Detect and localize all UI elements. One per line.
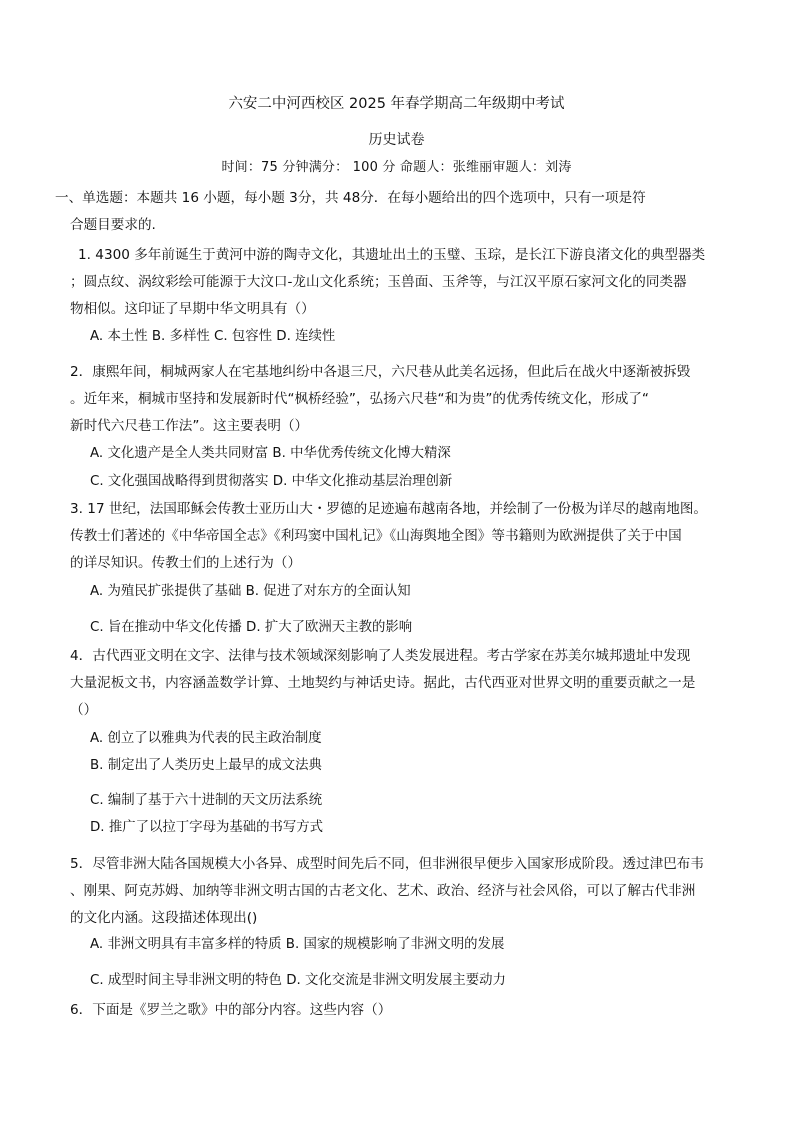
section-instructions-line2: 合题目要求的. bbox=[70, 217, 156, 233]
q1-options: A. 本土性 B. 多样性 C. 包容性 D. 连续性 bbox=[90, 329, 336, 344]
q4-line2: 大量泥板文书，内容涵盖数学计算、土地契约与神话史诗。据此，古代西亚对世界文明的重要贡献之一是 bbox=[70, 675, 696, 691]
exam-subject: 历史试卷 bbox=[368, 132, 425, 148]
q3-line3: 的详尽知识。传教士们的上述行为（） bbox=[70, 555, 302, 571]
q5-line1: 5．尽管非洲大陆各国规模大小各异、成型时间先后不同，但非洲很早便步入国家形成阶段。透过津巴布韦 bbox=[70, 856, 704, 872]
q2-options-row1: A. 文化遗产是全人类共同财富 B. 中华优秀传统文化博大精深 bbox=[90, 446, 451, 461]
q6-line1: 6．下面是《罗兰之歌》中的部分内容。这些内容（） bbox=[70, 1002, 392, 1018]
q3-options-row2: C. 旨在推动中华文化传播 D. 扩大了欧洲天主教的影响 bbox=[90, 620, 413, 635]
section-instructions-line1: 一、单选题：本题共 16 小题，每小题 3分，共 48分．在每小题给出的四个选项中，只有一项是符 bbox=[55, 190, 646, 206]
exam-title: 六安二中河西校区 2025 年春学期高二年级期中考试 bbox=[228, 96, 565, 112]
q1-line3: 物相似。这印证了早期中华文明具有（） bbox=[70, 301, 315, 317]
q1-line2: ；圆点纹、涡纹彩绘可能源于大汶口-龙山文化系统；玉兽面、玉斧等，与江汉平原石家河文化的同类器 bbox=[70, 274, 687, 290]
q5-options-row2: C. 成型时间主导非洲文明的特色 D. 文化交流是非洲文明发展主要动力 bbox=[90, 973, 506, 988]
q5-line2: 、刚果、阿克苏姆、加纳等非洲文明古国的古老文化、艺术、政治、经济与社会风俗，可以了解古代非洲 bbox=[70, 883, 696, 899]
q5-options-row1: A. 非洲文明具有丰富多样的特质 B. 国家的规模影响了非洲文明的发展 bbox=[90, 937, 505, 952]
exam-meta: 时间：75 分钟满分： 100 分 命题人：张维丽审题人：刘涛 bbox=[221, 160, 572, 175]
q4-line1: 4．古代西亚文明在文字、法律与技术领域深刻影响了人类发展进程。考古学家在苏美尔城邦遗址中发现 bbox=[70, 648, 691, 664]
q4-line3: （） bbox=[70, 702, 98, 718]
q2-line3: 新时代六尺巷工作法”。这主要表明（） bbox=[70, 418, 309, 434]
q1-line1: 1. 4300 多年前诞生于黄河中游的陶寺文化，其遗址出土的玉璧、玉琮，是长江下游良渚文化的典型器类 bbox=[78, 247, 706, 263]
q4-option-a: A. 创立了以雅典为代表的民主政治制度 bbox=[90, 731, 322, 746]
q5-line3: 的文化内涵。这段描述体现出() bbox=[70, 910, 258, 926]
q2-line1: 2．康熙年间，桐城两家人在宅基地纠纷中各退三尺，六尺巷从此美名远扬，但此后在战火中逐渐被拆毁 bbox=[70, 364, 691, 380]
q2-line2: 。近年来，桐城市坚持和发展新时代“枫桥经验”，弘扬六尺巷“和为贵”的优秀传统文化，形成了“ bbox=[70, 391, 649, 407]
q4-option-b: B. 制定出了人类历史上最早的成文法典 bbox=[90, 758, 322, 773]
q3-line1: 3. 17 世纪，法国耶稣会传教士亚历山大・罗德的足迹遍布越南各地，并绘制了一份极为详尽的越南地图。 bbox=[70, 501, 708, 517]
q2-options-row2: C. 文化强国战略得到贯彻落实 D. 中华文化推动基层治理创新 bbox=[90, 474, 453, 489]
q4-option-c: C. 编制了基于六十进制的天文历法系统 bbox=[90, 793, 323, 808]
q3-options-row1: A. 为殖民扩张提供了基础 B. 促进了对东方的全面认知 bbox=[90, 584, 411, 599]
q3-line2: 传教士们著述的《中华帝国全志》《利玛窦中国札记》《山海舆地全图》等书籍则为欧洲提供了关于中国 bbox=[70, 528, 682, 544]
q4-option-d: D. 推广了以拉丁字母为基础的书写方式 bbox=[90, 820, 324, 835]
